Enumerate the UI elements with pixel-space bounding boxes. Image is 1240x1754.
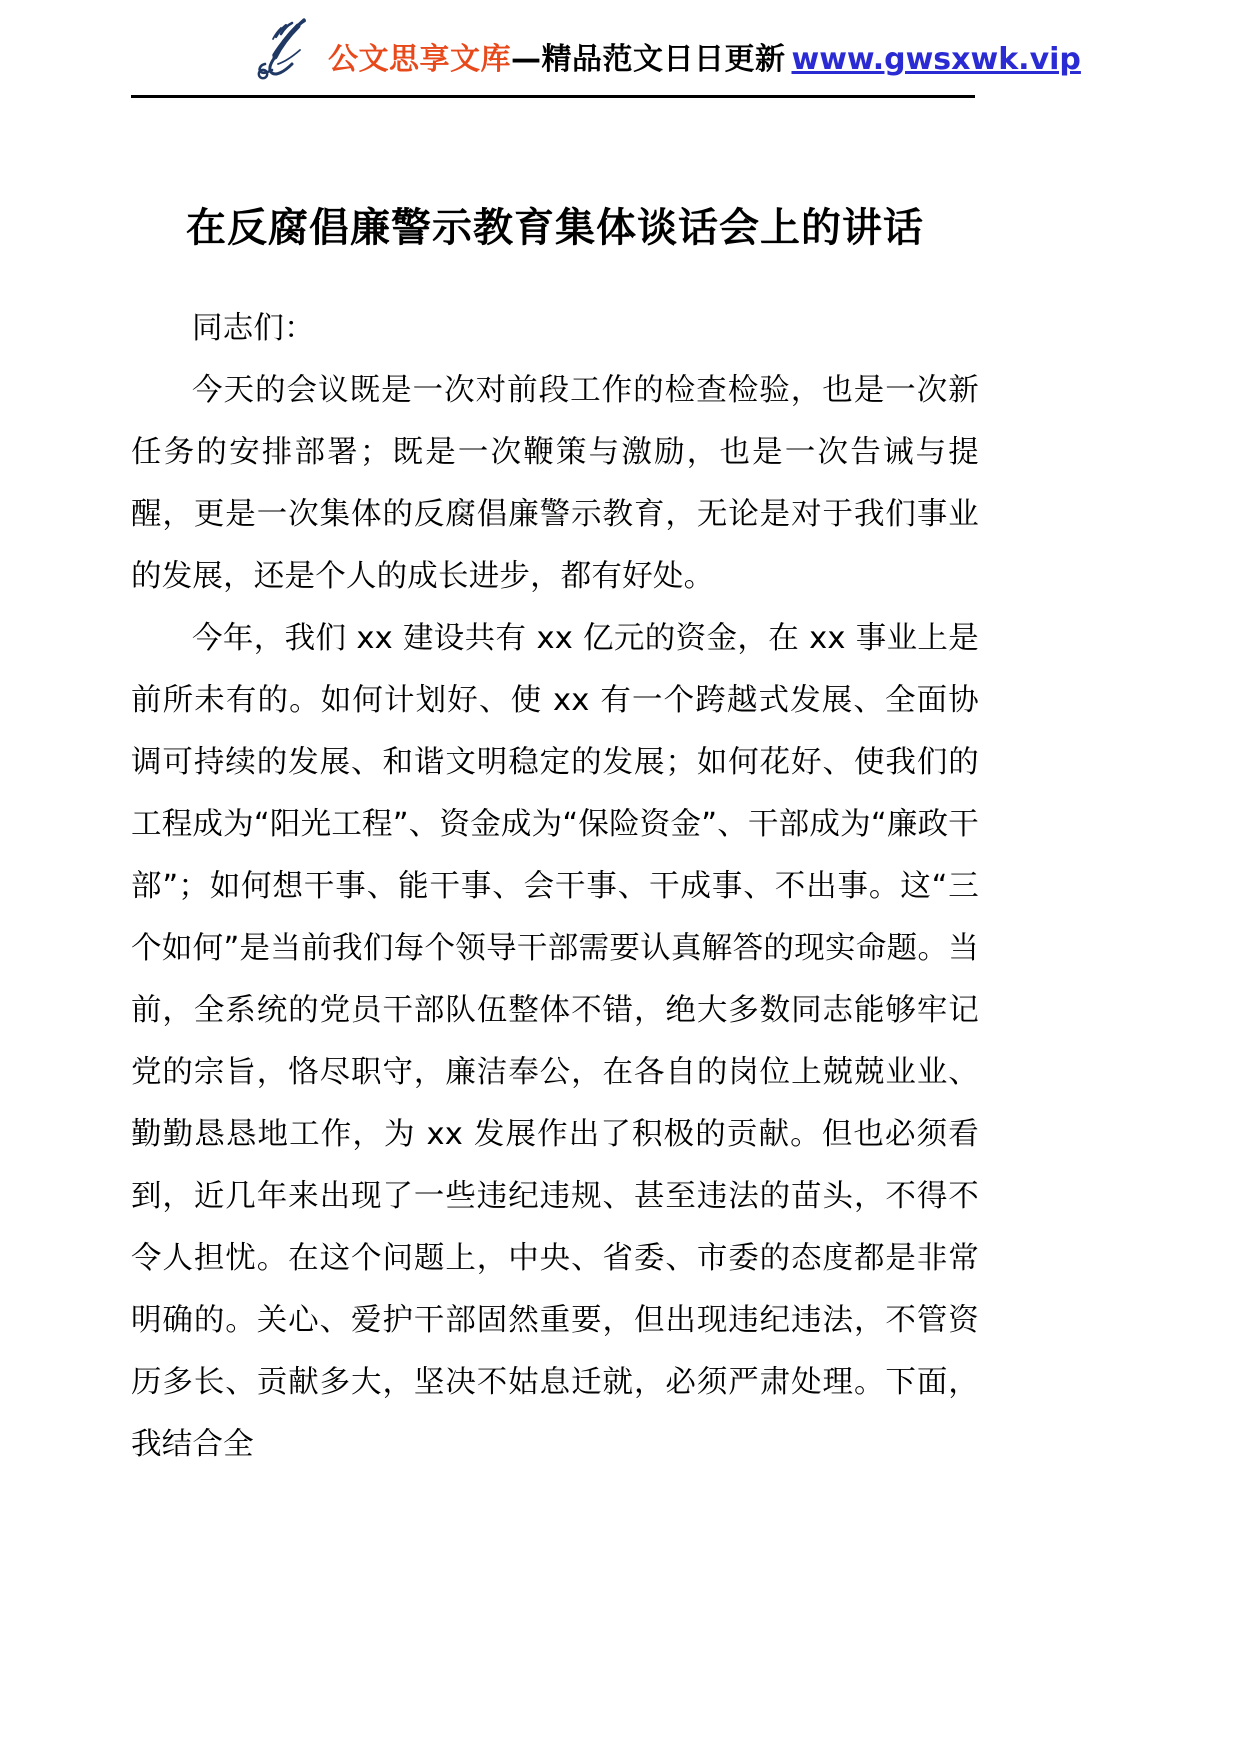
salutation-paragraph: 同志们： [192,311,315,346]
brand-name: 公文思享文库 [328,42,511,77]
brand-website-link[interactable]: www.gwsxwk.vip [791,42,1081,77]
body-paragraph-1: 今天的会议既是一次对前段工作的检查检验，也是一次新任务的安排部署；既是一次鞭策与激励，也是一次告诫与提醒，更是一次集体的反腐倡廉警示教育，无论是对于我们事业的发展，还是个人的成长进步，都有好处。 [131,373,979,594]
body-paragraph-2: 今年，我们 xx 建设共有 xx 亿元的资金，在 xx 事业上是前所未有的。如何计划好、使 xx 有一个跨越式发展、全面协调可持续的发展、和谐文明稳定的发展；如何花好、使我们的工程成为“阳光工程”、资金成为“保险资金”、干部成为“廉政干部”；如何想干事、能干事、会干事、干成事、不出事。这“三个如何”是当前我们每个领导干部需要认真解答的现实命题。当前，全系统的党员干部队伍整体不错，绝大多数同志能够牢记党的宗旨，恪尽职守，廉洁奉公，在各自的岗位上兢兢业业、勤勤恳恳地工作，为 xx 发展作出了积极的贡献。但也必须看到，近几年来出现了一些违纪违规、甚至违法的苗头，不得不令人担忧。在这个问题上，中央、省委、市委的态度都是非常明确的。关心、爱护干部固然重要，但出现违纪违法，不管资历多长、贡献多大，坚决不姑息迁就，必须严肃处理。下面，我结合全 [131,621,979,1462]
brand-line [328,43,1081,77]
header-divider-rule [131,95,975,98]
quill-feather-logo-icon [248,12,322,86]
document-title: 在反腐倡廉警示教育集体谈话会上的讲话 [186,205,924,251]
document-body [131,200,979,1476]
site-header-banner [0,0,1240,100]
header-content [248,12,1081,86]
brand-tagline: —精品范文日日更新 [511,42,786,77]
